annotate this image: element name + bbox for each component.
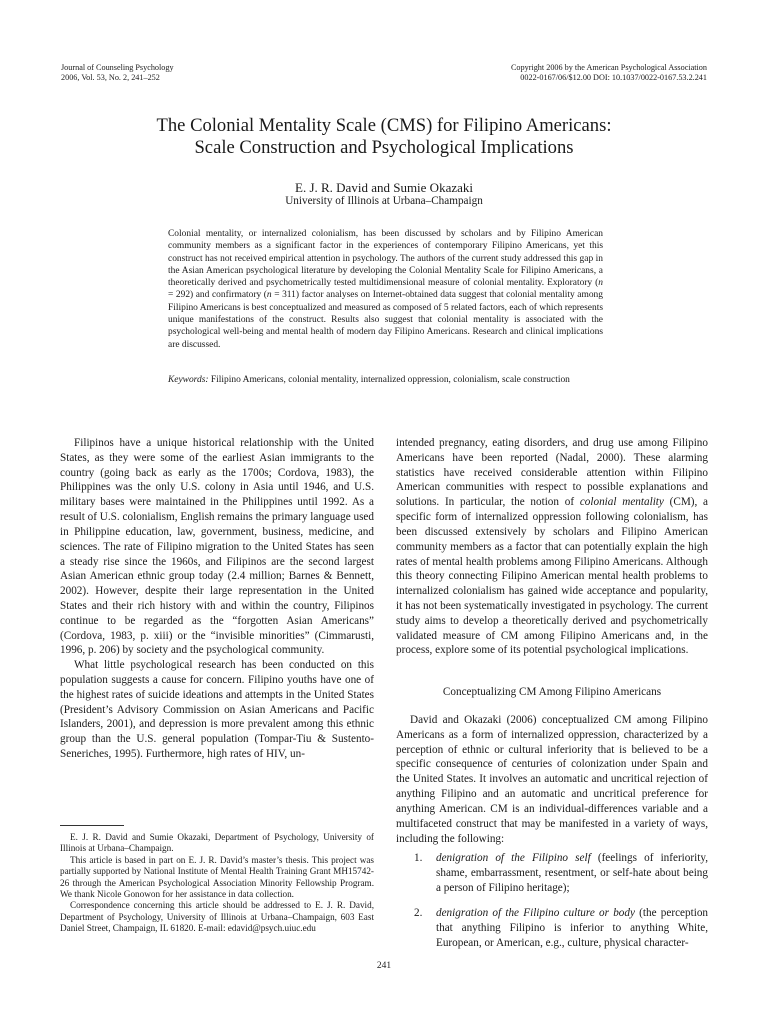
authors: E. J. R. David and Sumie Okazaki	[295, 180, 473, 195]
abstract-text-2: = 292) and confirmatory (	[168, 290, 267, 301]
section-heading: Conceptualizing CM Among Filipino Americans	[442, 686, 662, 698]
list-item-number: 2.	[414, 907, 423, 919]
title-line-2: Scale Construction and Psychological Implications	[194, 137, 574, 158]
page-number: 241	[376, 961, 392, 971]
right-column	[396, 436, 708, 658]
copyright-line: Copyright 2006 by the American Psychological Association	[510, 63, 707, 72]
list-item-description: (the perception that anything Filipino is inferior to anything White, European, or American, e.g., culture, physical character-	[436, 907, 709, 949]
list-item	[414, 851, 708, 895]
abstract-n-symbol-2: n	[266, 290, 272, 301]
abstract-text-1: Colonial mentality, or internalized colonialism, has been discussed by scholars and by Filipino American community members as a significant factor in the experiences of contemporary Filipino Americans, yet this construct has not received empirical attention in psychology. The authors of the current study addressed this gap in the Asian American psychological literature by developing the Colonial Mentality Scale for Filipino Americans, a theoretically derived and psychometrically tested multidimensional measure of colonial mentality. Exploratory (	[168, 229, 603, 289]
list-item-text	[436, 851, 708, 895]
journal-name: Journal of Counseling Psychology	[61, 63, 174, 72]
journal-volume: 2006, Vol. 53, No. 2, 241–252	[61, 72, 160, 82]
keywords-text: Filipino Americans, colonial mentality, internalized oppression, colonialism, scale construction	[210, 375, 570, 385]
title-line-1: The Colonial Mentality Scale (CMS) for Filipino Americans:	[156, 115, 612, 136]
keywords-label: Keywords:	[168, 375, 209, 385]
author-note-correspondence: Correspondence concerning this article should be addressed to E. J. R. David, Department of Psychology, University of Illinois at Urbana–Champaign, 603 East Daniel Street, Champaign, IL 61820. E-mail: edavid@psych.uiuc.edu	[60, 900, 374, 934]
section-paragraph: David and Okazaki (2006) conceptualized CM among Filipino Americans as a form of internalized oppression, characterized by a perception of ethnic or cultural inferiority that is believed to be a specific consequence of centuries of colonization under Spain and the United States. It involves an automatic and uncritical rejection of anything Filipino and an automatic and uncritical preference for anything American. CM is an individual-differences variable and a multifaceted construct that may be manifested in a variety of ways, including the following:	[396, 714, 708, 845]
keywords	[168, 374, 603, 386]
abstract-n-symbol-1: n	[598, 278, 603, 289]
intro-paragraph-2: What little psychological research has been conducted on this population suggests a cause for concern. Filipino youths have one of the highest rates of suicide ideations and attempts in the United States (President’s Advisory Commission on Asian Americans and Pacific Islanders, 2001), and depression is more prevalent among this ethnic group than the U.S. general population (Tompar-Tiu & Sustento-Seneriches, 1995). Furthermore, high rates of HIV, un-	[60, 659, 374, 761]
author-note-funding: This article is based in part on E. J. R. David’s master’s thesis. This project was partially supported by National Institute of Mental Health Training Grant MH15742-26 through the American Psychological Association Minority Fellowship Program. We thank Nicole Gonowon for her assistance in data collection.	[60, 854, 374, 900]
intro-paragraph-3	[396, 436, 708, 658]
author-note	[60, 832, 374, 935]
section-body	[396, 713, 708, 846]
list-item-term: denigration of the Filipino culture or body	[436, 907, 635, 919]
abstract-text-3: = 311) factor analyses on Internet-obtained data suggest that colonial mentality among Filipino Americans is best conceptualized and measured as composed of 5 related factors, each of which represents unique manifestations of the construct. Results also suggest that colonial mentality is associated with the psychological well-being and mental health of modern day Filipino Americans. Research and clinical implications are discussed.	[168, 290, 603, 350]
copyright-notice	[511, 63, 707, 82]
footnote-divider	[60, 825, 124, 826]
journal-citation	[61, 63, 174, 82]
left-column	[60, 436, 374, 762]
list-item-text	[436, 906, 708, 950]
author-note-affiliation: E. J. R. David and Sumie Okazaki, Department of Psychology, University of Illinois at Urbana–Champaign.	[60, 832, 374, 854]
affiliation: University of Illinois at Urbana–Champaign	[285, 195, 483, 207]
paper-title	[60, 115, 708, 159]
doi-line: 0022-0167/06/$12.00 DOI: 10.1037/0022-0167.53.2.241	[520, 72, 707, 82]
list-item-term: denigration of the Filipino self	[436, 852, 591, 864]
list-item-description: (feelings of inferiority, shame, embarrassment, resentment, or self-hate about being a person of Filipino heritage);	[436, 852, 708, 894]
abstract	[168, 228, 603, 351]
paragraph-3-text-a: intended pregnancy, eating disorders, and drug use among Filipino Americans have been reported (Nadal, 2000). These alarming statistics have received considerable attention within Filipino American communities with respect to possible explanations and solutions. In particular, the notion of	[396, 437, 708, 509]
intro-paragraph-1: Filipinos have a unique historical relationship with the United States, as they were some of the earliest Asian immigrants to the country (going back as early as the 1700s; Cordova, 1983), the Philippines was the only U.S. colony in Asia until 1946, and U.S. military bases were maintained in the Philippines until 1992. As a result of U.S. colonialism, English remains the primary language used in Philippine education, law, government, business, medicine, and sciences. The rate of Filipino migration to the United States has seen a steady rise since the 1960s, and Filipinos are the second largest Asian American ethnic group today (2.4 million; Barnes & Bennett, 2002). However, despite their large representation in the United States and their rich history with and within the country, Filipinos continue to be regarded as the “forgotten Asian Americans” (Cordova, 1983, p. xiii) or the “invisible minorities” (Cimmarusti, 1996, p. 206) by society and the psychological community.	[60, 437, 374, 657]
paragraph-3-text-b: (CM), a specific form of internalized oppression following colonialism, has been discussed extensively by scholars and Filipino American community members as a factor that can potentially explain the high rates of mental health problems among Filipino Americans. Although this theory connecting Filipino American mental health problems to internalized colonialism has gained wide acceptance and popularity, it has not been systematically investigated in psychology. The current study aims to develop a theoretically derived and psychometrically validated measure of CM among Filipino Americans and, in the process, explore some of its potential psychological implications.	[396, 496, 709, 657]
list-item	[414, 906, 708, 950]
list-item-number: 1.	[414, 852, 423, 864]
colonial-mentality-term: colonial mentality	[579, 496, 664, 509]
